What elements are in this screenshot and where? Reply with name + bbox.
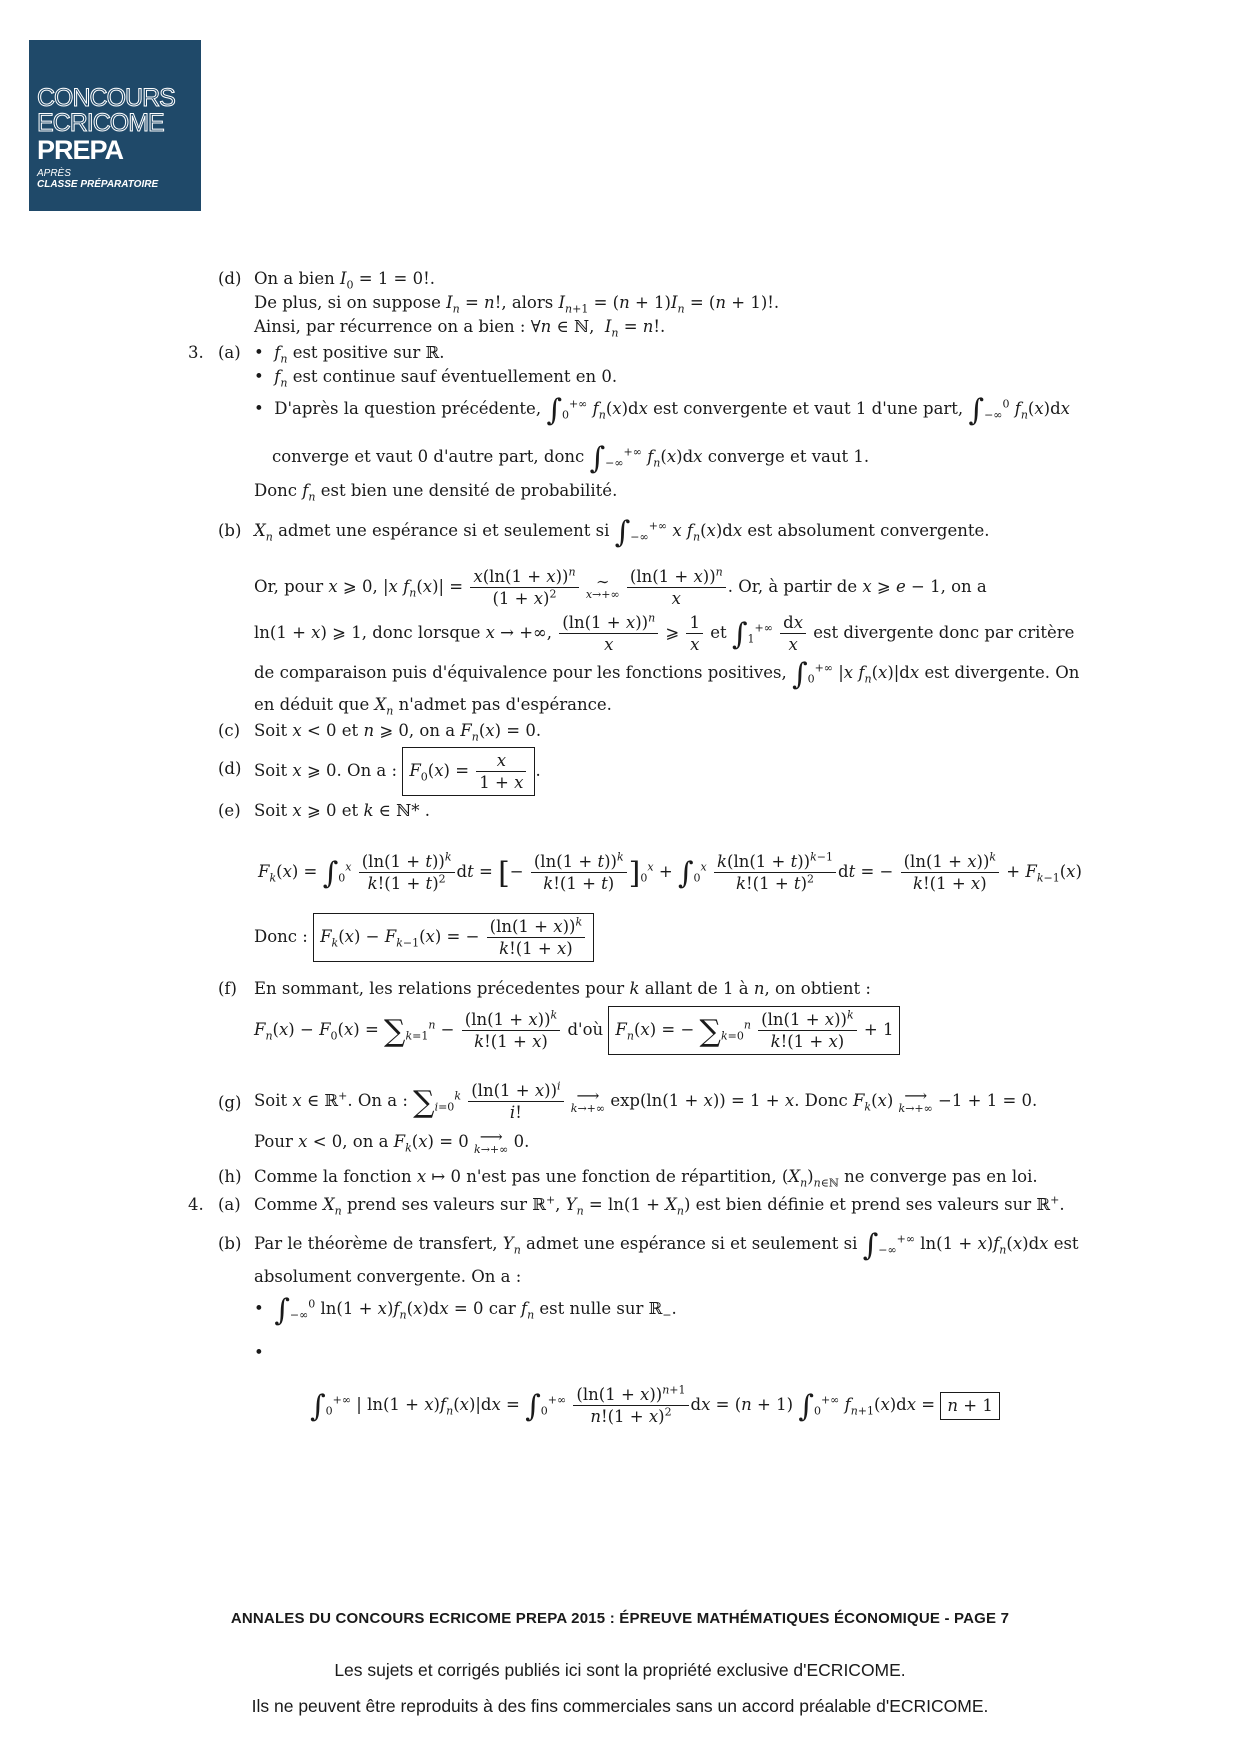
line-4a: Comme $X_n$ prend ses valeurs sur ℝ+, $Y_n = \ln(1 + X_n)$ est bien définie et prend ses valeurs sur ℝ+. bbox=[254, 1193, 1065, 1218]
line-3b-4: de comparaison puis d'équivalence pour les fonctions positives, $\int_0^{+\infty}$ |x $f_n(x)|dx$ est divergente. On bbox=[254, 657, 1080, 692]
line-4b-1: Par le théorème de transfert, $Y_n$ admet une espérance si et seulement si $\int_{-\infty}^{+\infty}$ $\ln(1 + x)f_n(x)dx$ est bbox=[254, 1228, 1079, 1263]
line-2d-2: De plus, si on suppose $I_n = n$!, alors $I_{n+1} = (n + 1)I_n = (n + 1)$!. bbox=[254, 293, 780, 316]
line-3c: Soit x < 0 et n ⩾ 0, on a $F_n(x) = 0$. bbox=[254, 721, 542, 744]
bullet-3a-2: • $f_n$ est continue sauf éventuellement en 0. bbox=[254, 367, 618, 390]
bullet-4b-1: • $\int_{-\infty}^0$ $\ln(1 + x)f_n(x)dx = 0$ car $f_n$ est nulle sur ℝ$_-$. bbox=[254, 1293, 677, 1328]
line-2d-1: On a bien $I_0 = 1 = 0$!. bbox=[254, 269, 436, 292]
logo-concours: CONCOURS bbox=[37, 84, 175, 112]
label-q4: 4. bbox=[188, 1195, 204, 1214]
bullet-3a-1: • $f_n$ est positive sur ℝ. bbox=[254, 343, 445, 366]
footer-copyright-1: Les sujets et corrigés publiés ici sont la propriété exclusive d'ECRICOME. bbox=[334, 1660, 906, 1680]
line-3a-conc: Donc $f_n$ est bien une densité de probabilité. bbox=[254, 481, 618, 504]
line-3b-1: $X_n$ admet une espérance si et seulement si $\int_{-\infty}^{+\infty}$ x $f_n(x)dx$ est absolument convergente. bbox=[254, 515, 990, 550]
logo-classe-preparatoire: CLASSE PRÉPARATOIRE bbox=[37, 179, 159, 190]
line-3b-5: en déduit que $X_n$ n'admet pas d'espérance. bbox=[254, 695, 612, 718]
line-3e-1: Soit x ⩾ 0 et k ∈ ℕ* . bbox=[254, 801, 430, 820]
bullet-3a-3: • D'après la question précédente, $\int_0^{+\infty}$ $f_n(x)dx$ est convergente et vaut 1 d'une part, $\int_{-\infty}^0$ $f_n(x)dx$ bbox=[254, 393, 1070, 428]
label-3g: (g) bbox=[218, 1093, 242, 1112]
label-3d: (d) bbox=[218, 759, 242, 778]
footer-copyright-2: Ils ne peuvent être reproduits à des fins commerciales sans un accord préalable d'ECRICOME. bbox=[251, 1696, 989, 1716]
equation-4b: $\int_0^{+\infty}$ | $\ln(1 + x)f_n(x)|dx = \int_0^{+\infty}$ $\frac{(\ln(1 + x))^{n+1}}{n!(1 + x)^2}$ dx = (n + 1) $\int_0^{+\infty}$ $f_{n+1}(x)dx = n + 1$ bbox=[310, 1384, 1000, 1427]
line-3f-2: $F_n(x) - F_0(x) = \sum_{k=1}^n$ − $\frac{(\ln(1 + x))^k}{k!(1 + x)}$ d'où $F_n(x)$ = − $\sum_{k=0}^n$ $\frac{(\ln(1 + x))^k}{k!(1 + x)}$ + 1 bbox=[254, 1006, 900, 1055]
line-3g-2: Pour x < 0, on a $F_k(x) = 0$ ⟶ k→+∞ 0. bbox=[254, 1127, 530, 1156]
label-3c: (c) bbox=[218, 721, 241, 740]
line-3a-4: converge et vaut 0 d'autre part, donc $\int_{-\infty}^{+\infty}$ $f_n(x)dx$ converge et vaut 1. bbox=[272, 441, 870, 476]
logo-prepa: PREPA bbox=[37, 135, 124, 165]
line-3d: Soit x ⩾ 0. On a : $F_0(x)$ = $\frac{x}{1 + x}$ . bbox=[254, 747, 541, 796]
label-3a: (a) bbox=[218, 343, 241, 362]
line-4b-2: absolument convergente. On a : bbox=[254, 1267, 522, 1286]
footer-title: ANNALES DU CONCOURS ECRICOME PREPA 2015 : ÉPREUVE MATHÉMATIQUES ÉCONOMIQUE - PAGE 7 bbox=[230, 1610, 1010, 1627]
label-3h: (h) bbox=[218, 1167, 242, 1186]
logo-ecricome: ECRICOME bbox=[37, 109, 164, 137]
label-4a: (a) bbox=[218, 1195, 241, 1214]
label-3e: (e) bbox=[218, 801, 241, 820]
line-3h: Comme la fonction x ↦ 0 n'est pas une fonction de répartition, $(X_n)_{n\in ℕ}$ ne converge pas en loi. bbox=[254, 1167, 1038, 1190]
line-3e-donc: Donc : $F_k(x) - F_{k-1}(x)$ = − $\frac{(\ln(1 + x))^k}{k!(1 + x)}$ bbox=[254, 913, 594, 962]
label-2d: (d) bbox=[218, 269, 242, 288]
line-3f-1: En sommant, les relations précedentes pour k allant de 1 à n, on obtient : bbox=[254, 979, 871, 998]
bullet-4b-2: • bbox=[254, 1343, 264, 1362]
label-3f: (f) bbox=[218, 979, 237, 998]
label-q3: 3. bbox=[188, 343, 204, 362]
line-3g-1: Soit x ∈ ℝ+. On a : $\sum_{i=0}^k$ $\frac{(\ln(1 + x))^i}{i!}$ ⟶ k→+∞ exp(ln(1 + x)) = 1 + x. Donc $F_k(x)$ ⟶ k→+∞ −1 + 1 = 0. bbox=[254, 1079, 1038, 1122]
label-4b: (b) bbox=[218, 1234, 242, 1253]
line-3b-3: ln(1 + x) ⩾ 1, donc lorsque x → +∞, $\frac{(\ln(1 + x))^n}{x}$ ⩾ $\frac{1}{x}$ et $\int_1^{+\infty}$ $\frac{dx}{x}$ est divergente donc par critère bbox=[254, 611, 1075, 654]
line-2d-3: Ainsi, par récurrence on a bien : ∀n ∈ ℕ, $I_n = n$!. bbox=[254, 317, 666, 340]
logo-apres: APRÈS bbox=[37, 168, 71, 179]
line-3b-2: Or, pour x ⩾ 0, |x $f_n(x)|$ = $\frac{x(\ln(1 + x))^n}{(1 + x)^2}$ ∼ x→+∞ $\frac{(\ln(1 + x))^n}{x}$ . Or, à partir de x ⩾ e − 1, on a bbox=[254, 565, 987, 608]
label-3b: (b) bbox=[218, 521, 242, 540]
equation-3e: $F_k(x) = \int_0^x$ $\frac{(\ln(1 + t))^k}{k!(1 + t)^2}$ dt = [− $\frac{(\ln(1 + t))^k}{k!(1 + t)}$ ]$_0^x + \int_0^x$ $\frac{k(\ln(1 + t))^{k-1}}{k!(1 + t)^2}$ dt = − $\frac{(\ln(1 + x))^k}{k!(1 + x)}$ + $F_{k-1}(x)$ bbox=[258, 850, 1082, 893]
